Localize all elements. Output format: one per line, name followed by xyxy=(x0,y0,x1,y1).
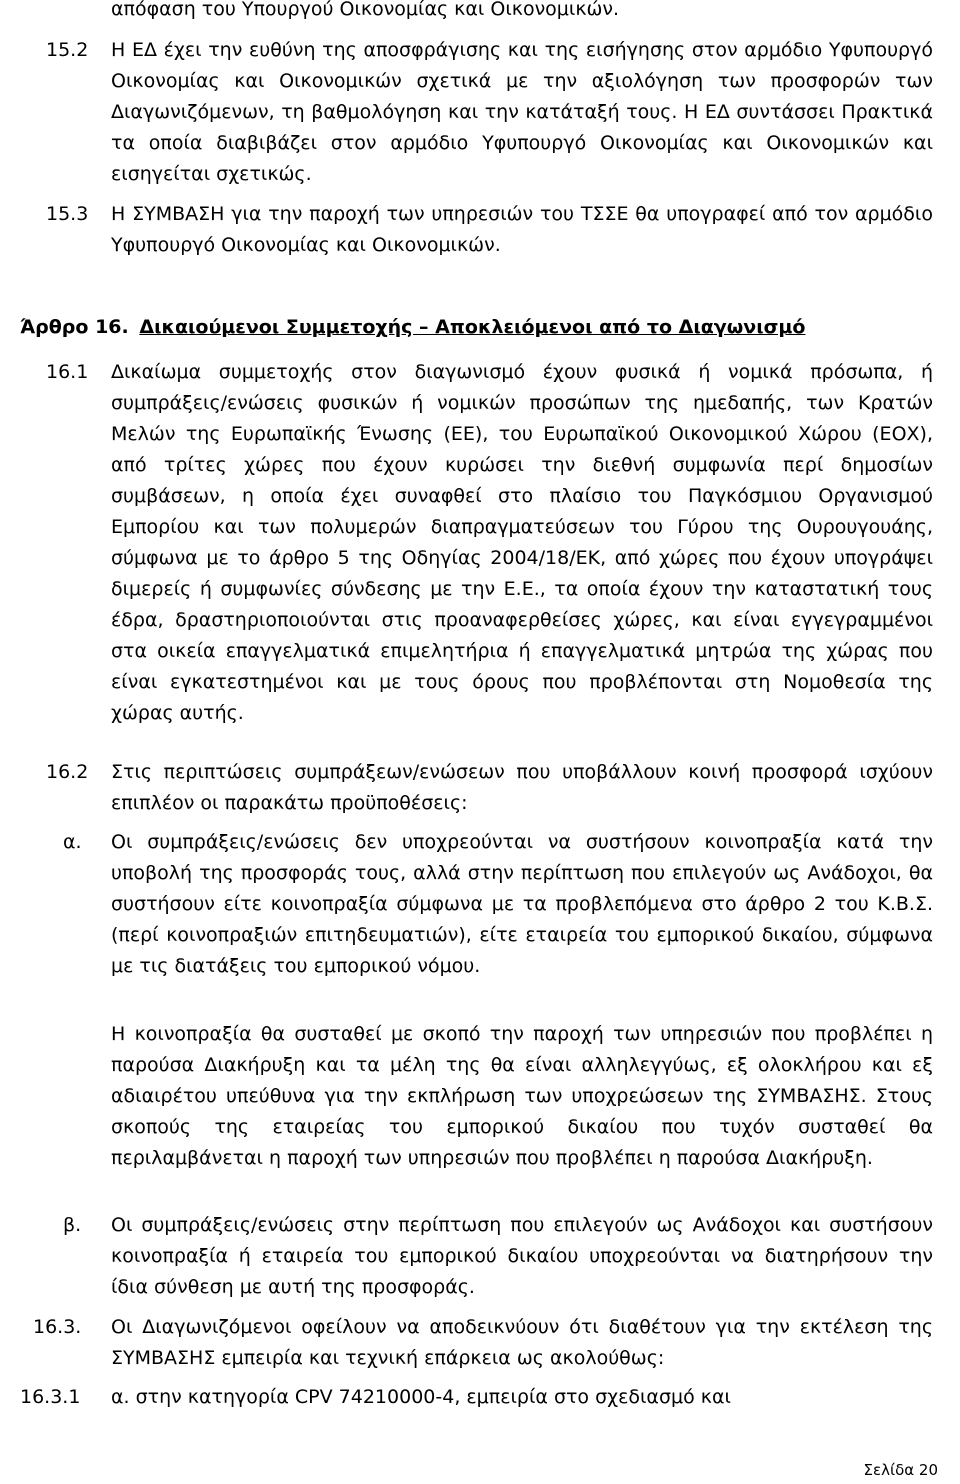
paragraph-16-1-text: Δικαίωμα συμμετοχής στον διαγωνισμό έχουν φυσικά ή νομικά πρόσωπα, ή συμπράξεις/ενώσεις φυσικών ή νομικών προσώπων της ημεδαπής, των Κρατών Μελών της Ευρωπαϊκής Ένωσης (ΕΕ), του Ευρωπαϊκού Οικονομικού Χώρου (ΕΟΧ), από τρίτες χώρες που έχουν κυρώσει την διεθνή συμφωνία περί δημοσίων συμβάσεων, η οποία έχει συναφθεί στο πλαίσιο του Παγκόσμιου Οργανισμού Εμπορίου και των πολυμερών διαπραγματεύσεων του Γύρου της Ουρουγουάης, σύμφωνα με το άρθρο 5 της Οδηγίας 2004/18/ΕΚ, από χώρες που έχουν υπογράψει διμερείς ή συμφωνίες σύνδεσης με την Ε.Ε., τα οποία έχουν την καταστατική τους έδρα, δραστηριοποιούνται στις προαναφερθείσες χώρες, και είναι εγγεγραμμένοι στα οικεία επαγγελματικά επιμελητήρια ή επαγγελματικά μητρώα της χώρας που είναι εγκατεστημένοι και με τους όρους που προβλέπονται στη Νομοθεσία της χώρας αυτής. xyxy=(111,361,933,724)
paragraph-16-3-text: Οι Διαγωνιζόμενοι οφείλουν να αποδεικνύουν ότι διαθέτουν για την εκτέλεση της ΣΥΜΒΑΣΗΣ εμπειρία και τεχνική επάρκεια ως ακολούθως: xyxy=(111,1316,933,1369)
item-b-marker: β. xyxy=(63,1214,82,1236)
paragraph-16-2-number: 16.2 xyxy=(46,761,89,783)
article-16-title: Δικαιούμενοι Συμμετοχής – Αποκλειόμενοι από το Διαγωνισμό xyxy=(139,316,806,338)
item-a-marker: α. xyxy=(63,831,82,853)
paragraph-16-1-number: 16.1 xyxy=(46,361,89,383)
article-16-heading xyxy=(20,312,805,343)
top-fragment: απόφαση του Υπουργού Οικονομίας και Οικονομικών. xyxy=(111,0,620,20)
paragraph-15-2-number: 15.2 xyxy=(46,39,89,61)
page-number-footer: Σελίδα 20 xyxy=(863,1461,938,1479)
paragraph-16-3-1-number: 16.3.1 xyxy=(20,1386,81,1408)
item-b-text: Οι συμπράξεις/ενώσεις στην περίπτωση που επιλεγούν ως Ανάδοχοι και συστήσουν κοινοπραξία ή εταιρεία του εμπορικού δικαίου υποχρεούνται να διατηρήσουν την ίδια σύνθεση με αυτή της προσφοράς. xyxy=(111,1214,933,1298)
paragraph-16-2-text: Στις περιπτώσεις συμπράξεων/ενώσεων που υποβάλλουν κοινή προσφορά ισχύουν επιπλέον οι παρακάτω προϋποθέσεις: xyxy=(111,761,933,814)
paragraph-16-3-1-text: α. στην κατηγορία CPV 74210000-4, εμπειρία στο σχεδιασμό και xyxy=(111,1386,731,1408)
paragraph-16-3-number: 16.3. xyxy=(33,1316,82,1338)
paragraph-15-3-number: 15.3 xyxy=(46,203,89,225)
article-16-label: Άρθρο 16. xyxy=(20,316,129,338)
paragraph-15-3-text: Η ΣΥΜΒΑΣΗ για την παροχή των υπηρεσιών του ΤΣΣΕ θα υπογραφεί από τον αρμόδιο Υφυπουργό Οικονομίας και Οικονομικών. xyxy=(111,203,933,256)
paragraph-15-2-text: Η ΕΔ έχει την ευθύνη της αποσφράγισης και της εισήγησης στον αρμόδιο Υφυπουργό Οικονομίας και Οικονομικών σχετικά με την αξιολόγηση των προσφορών των Διαγωνιζόμενων, τη βαθμολόγηση και την κατάταξή τους. Η ΕΔ συντάσσει Πρακτικά τα οποία διαβιβάζει στον αρμόδιο Υφυπουργό Οικονομίας και Οικονομικών και εισηγείται σχετικώς. xyxy=(111,39,933,185)
item-a-continuation: Η κοινοπραξία θα συσταθεί με σκοπό την παροχή των υπηρεσιών που προβλέπει η παρούσα Διακήρυξη και τα μέλη της θα είναι αλληλεγγύως, εξ ολοκλήρου και εξ αδιαιρέτου υπεύθυνα για την εκπλήρωση των υποχρεώσεων της ΣΥΜΒΑΣΗΣ. Στους σκοπούς της εταιρείας του εμπορικού δικαίου που τυχόν συσταθεί θα περιλαμβάνεται η παροχή των υπηρεσιών που προβλέπει η παρούσα Διακήρυξη. xyxy=(111,1023,933,1169)
item-a-text: Οι συμπράξεις/ενώσεις δεν υποχρεούνται να συστήσουν κοινοπραξία κατά την υποβολή της προσφοράς τους, αλλά στην περίπτωση που επιλεγούν ως Ανάδοχοι, θα συστήσουν είτε κοινοπραξία σύμφωνα με τα προβλεπόμενα στο άρθρο 2 του Κ.Β.Σ. (περί κοινοπραξιών επιτηδευματιών), είτε εταιρεία του εμπορικού δικαίου, σύμφωνα με τις διατάξεις του εμπορικού νόμου. xyxy=(111,831,933,977)
